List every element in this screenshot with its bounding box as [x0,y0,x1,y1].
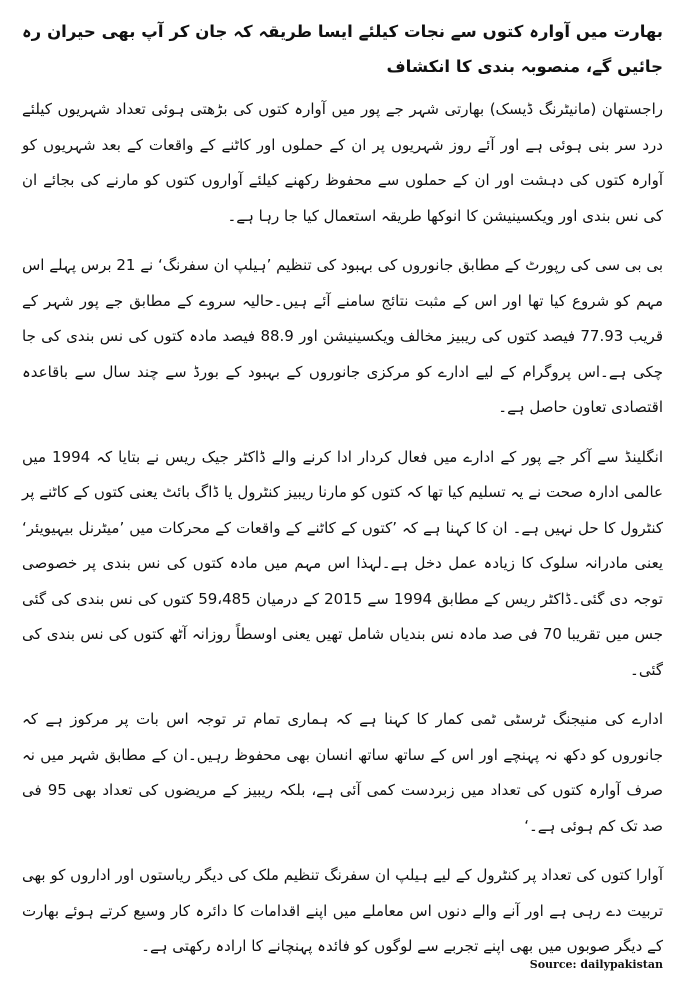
article-paragraph-2: بی بی سی کی رپورٹ کے مطابق جانوروں کی بہبود کی تنظیم ’ہیلپ ان سفرنگ‘ نے 21 برس پہلے اس مہم کو شروع کیا تھا اور اس کے مثبت نتائج سامنے آئے ہیں۔حالیہ سروے کے مطابق جے پور شہر کے قریب 77.93 فیصد کتوں کی ریبیز مخالف ویکسینیشن اور 88.9 فیصد مادہ کتوں کی نس بندی کی جا چکی ہے۔اس پروگرام کے لیے ادارے کو مرکزی جانوروں کے بہبود کے بورڈ سے چند سال سے باقاعدہ اقتصادی تعاون حاصل ہے۔ [22,256,663,416]
article-paragraph-4: ادارے کی منیجنگ ٹرسٹی ٹمی کمار کا کہنا ہے کہ ہماری تمام تر توجہ اس بات پر مرکوز ہے کہ جانوروں کو دکھ نہ پہنچے اور اس کے ساتھ ساتھ انسان بھی محفوظ رہیں۔ان کے مطابق شہر میں نہ صرف آوارہ کتوں کی تعداد میں زبردست کمی آئی ہے، بلکہ ریبیز کے مریضوں کی تعداد بھی 95 فی صد تک کم ہوئی ہے۔‘ [22,710,663,835]
article-paragraph-5: آوارا کتوں کی تعداد پر کنٹرول کے لیے ہیلپ ان سفرنگ تنظیم ملک کی دیگر ریاستوں اور اداروں کو بھی تربیت دے رہی ہے اور آنے والے دنوں اس معاملے میں اپنے اقدامات کا دائرہ کار وسیع کرتے ہوئے بھارت کے دیگر صوبوں میں بھی اپنے تجربے سے لوگوں کو فائدہ پہنچانے کا ارادہ رکھتی ہے۔ [22,866,663,955]
article-title: بھارت میں آوارہ کتوں سے نجات کیلئے ایسا طریقہ کہ جان کر آپ بھی حیران رہ جائیں گے، منصوبہ بندی کا انکشاف [22,22,663,76]
article-paragraph-3: انگلینڈ سے آکر جے پور کے ادارے میں فعال کردار ادا کرنے والے ڈاکٹر جیک ریس نے بتایا کہ 1994 میں عالمی ادارہ صحت نے یہ تسلیم کیا تھا کہ کتوں کو مارنا ریبیز کنٹرول یا ڈاگ بائٹ یعنی کتوں کے کاٹنے پر کنٹرول کا حل نہیں ہے۔ ان کا کہنا ہے کہ ’کتوں کے کاٹنے کے واقعات کے محرکات میں ’میٹرنل بیہیویئر‘ یعنی مادرانہ سلوک کا زیادہ عمل دخل ہے۔لہذا اس مہم میں مادہ کتوں کی نس بندی پر خصوصی توجہ دی گئی۔ڈاکٹر ریس کے مطابق 1994 سے 2015 کے درمیان 59،485 کتوں کی نس بندی کی گئی جس میں تقریبا 70 فی صد مادہ نس بندیاں شامل تھیں یعنی اوسطاً روزانہ آٹھ کتوں کی نس بندی کی گئی۔ [22,447,664,679]
source-credit: Source: dailypakistan [529,958,663,971]
article-paragraph-1: راجستھان (مانیٹرنگ ڈیسک) بھارتی شہر جے پور میں آوارہ کتوں کی بڑھتی ہوئی تعداد شہریوں کیلئے درد سر بنی ہوئی ہے اور آئے روز شہریوں پر ان کے حملوں اور کاٹنے کے واقعات کے بعد شہریوں کو آوارہ کتوں کی دہشت اور ان کے حملوں سے محفوظ رکھنے کیلئے آواروں کتوں کو مارنے کی بجائے ان کی نس بندی اور ویکسینیشن کا انوکھا طریقہ استعمال کیا جا رہا ہے۔ [22,100,663,225]
